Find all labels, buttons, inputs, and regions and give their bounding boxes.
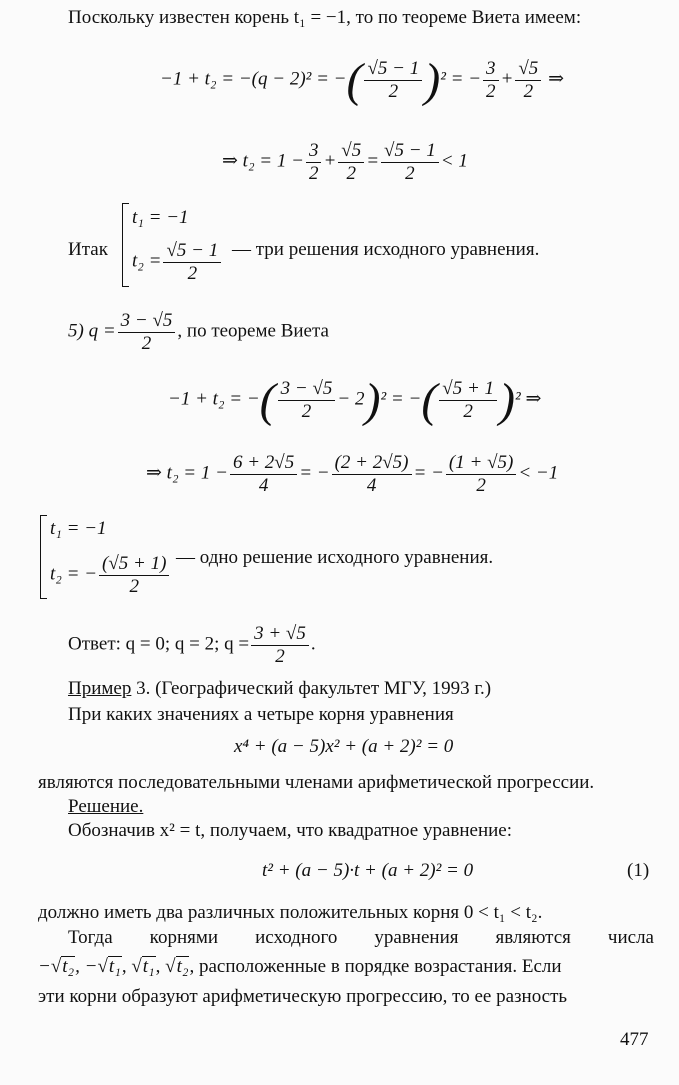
system1-t1: t₁ = −1 [132, 207, 189, 228]
equation-quartic: x⁴ + (a − 5)x² + (a + 2)² = 0 [234, 736, 454, 757]
equation-quadratic: t² + (a − 5)·t + (a + 2)² = 0 [262, 860, 474, 881]
text-last-line: эти корни образуют арифметическую прогрессию, то ее разность [38, 986, 568, 1007]
system2-t2: t₂ = − $\frac{(√5 + 1)}{2}$ [50, 553, 171, 598]
formula-t2-result: ⇒ t₂ = 1 − $\frac{3}{2}$ + $\frac{√5}{2}$ = $\frac{√5 - 1}{2}$ < 1 [222, 140, 468, 184]
formula-t2-first: −1 + t₂ = −(q − 2)² = −( $\frac{√5 - 1}{2}$ )² = − $\frac{3}{2}$ + $\frac{√5}{2}$ ⇒ [160, 53, 564, 107]
text-line-vieta-intro: Поскольку известен корень t₁ = −1, то по теореме Виета имеем: [68, 7, 582, 28]
page-number: 477 [620, 1029, 649, 1050]
system2-comment: — одно решение исходного уравнения. [176, 547, 494, 568]
system2-t1: t₁ = −1 [50, 518, 107, 539]
point5: 5) q = $\frac{3 - √5}{2}$ , по теореме Виета [68, 310, 329, 354]
text-then: Тогда корнями исходного уравнения являются числа [68, 927, 654, 948]
system-bracket [122, 203, 129, 287]
solution-heading: Решение. [68, 796, 144, 817]
fraction: $\frac{√5 - 1}{2}$ [364, 58, 422, 103]
system1-t2: t₂ = $\frac{√5 - 1}{2}$ [132, 240, 223, 285]
system1-comment: — три решения исходного уравнения. [232, 239, 540, 260]
example-heading: Пример 3. (Географический факультет МГУ, 1993 г.) [68, 678, 492, 699]
text-roots-list: −√t₂, −√t₁, √t₁, √t₂, расположенные в порядке возрастания. Если [38, 956, 562, 977]
answer-line: Ответ: q = 0; q = 2; q = $\frac{3 + √5}{2}$ . [68, 623, 316, 667]
text-roots-condition: должно иметь два различных положительных корня 0 < t₁ < t₂. [38, 902, 543, 923]
label-itak: Итак [68, 239, 108, 260]
example-question: При каких значениях a четыре корня уравнения [68, 704, 454, 725]
equation-number: (1) [627, 860, 650, 881]
text-ap: являются последовательными членами арифметической прогрессии. [38, 772, 595, 793]
text-substitution: Обозначив x² = t, получаем, что квадратное уравнение: [68, 820, 513, 841]
formula-t2-second-result: ⇒ t₂ = 1 − $\frac{6 + 2√5}{4}$ = − $\frac{(2 + 2√5)}{4}$ = − $\frac{(1 + √5)}{2}$ < −1 [146, 452, 559, 496]
formula-t2-second: −1 + t₂ = −( $\frac{3 - √5}{2}$ − 2)² = −( $\frac{√5 + 1}{2}$ )² ⇒ [168, 373, 542, 427]
system-bracket [40, 515, 47, 599]
